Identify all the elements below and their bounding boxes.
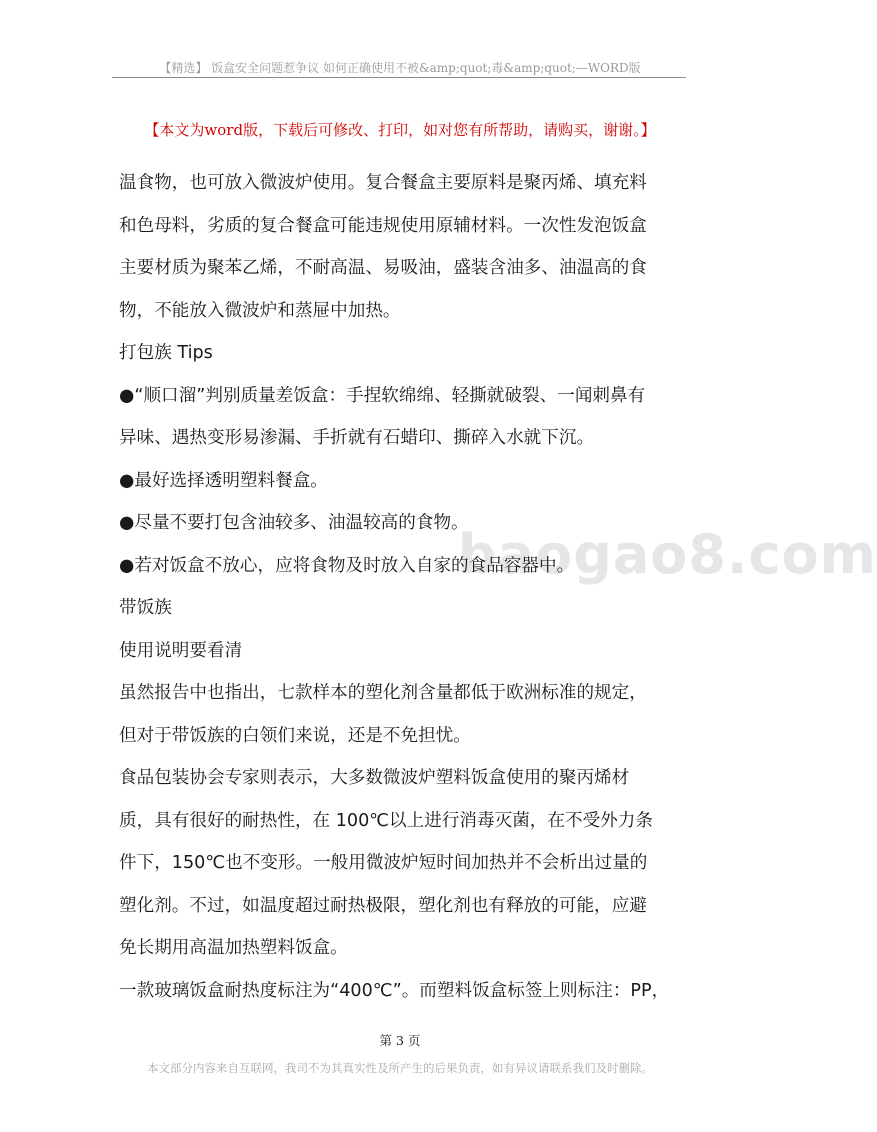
page-footer: 本文部分内容来自互联网，我司不为其真实性及所产生的后果负责，如有异议请联系我们及时删除。 xyxy=(147,1061,653,1075)
body-line: 塑化剂。不过，如温度超过耐热极限，塑化剂也有释放的可能，应避 xyxy=(119,895,647,916)
section-heading: 打包族 Tips xyxy=(119,343,213,363)
bullet-item: ●“顺口溜”判别质量差饭盒：手捏软绵绵、轻撕就破裂、一闻刺鼻有 xyxy=(119,385,646,406)
body-line: 异味、遇热变形易渗漏、手折就有石蜡印、撕碎入水就下沉。 xyxy=(119,428,595,448)
bullet-item: ●最好选择透明塑料餐盒。 xyxy=(119,470,328,491)
header-divider xyxy=(112,77,686,78)
download-notice: 【本文为word版，下载后可修改、打印，如对您有所帮助，请购买，谢谢。】 xyxy=(144,121,656,139)
body-line: 温食物，也可放入微波炉使用。复合餐盒主要原料是聚丙烯、填充料 xyxy=(119,173,647,193)
page-header: 【精选】 饭盒安全问题惹争议 如何正确使用不被&amp;quot;毒&amp;quot;—WORD版 xyxy=(159,61,641,75)
body-line: 物，不能放入微波炉和蒸屉中加热。 xyxy=(119,300,401,321)
body-line: 主要材质为聚苯乙烯，不耐高温、易吸油，盛装含油多、油温高的食 xyxy=(119,258,647,278)
body-line: 虽然报告中也指出，七款样本的塑化剂含量都低于欧洲标准的规定， xyxy=(119,683,647,703)
subsection-heading: 使用说明要看清 xyxy=(119,640,243,661)
bullet-item: ●尽量不要打包含油较多、油温较高的食物。 xyxy=(119,513,469,533)
body-line: 但对于带饭族的白领们来说，还是不免担忧。 xyxy=(119,725,471,746)
body-line: 免长期用高温加热塑料饭盒。 xyxy=(119,938,348,958)
document-body xyxy=(119,162,683,1012)
page-number: 第 3 页 xyxy=(379,1033,421,1048)
body-line: 件下，150℃也不变形。一般用微波炉短时间加热并不会析出过量的 xyxy=(119,853,648,873)
body-line: 和色母料，劣质的复合餐盒可能违规使用原辅材料。一次性发泡饭盒 xyxy=(119,215,647,236)
section-heading: 带饭族 xyxy=(119,598,172,618)
watermark: baogao8.com xyxy=(458,523,877,586)
body-line: 质，具有很好的耐热性，在 100℃以上进行消毒灭菌，在不受外力条 xyxy=(119,810,653,831)
body-line: 食品包装协会专家则表示，大多数微波炉塑料饭盒使用的聚丙烯材 xyxy=(119,768,630,788)
body-line: 一款玻璃饭盒耐热度标注为“400℃”。而塑料饭盒标签上则标注：PP， xyxy=(119,980,670,1001)
bullet-item: ●若对饭盒不放心，应将食物及时放入自家的食品容器中。 xyxy=(119,555,575,576)
